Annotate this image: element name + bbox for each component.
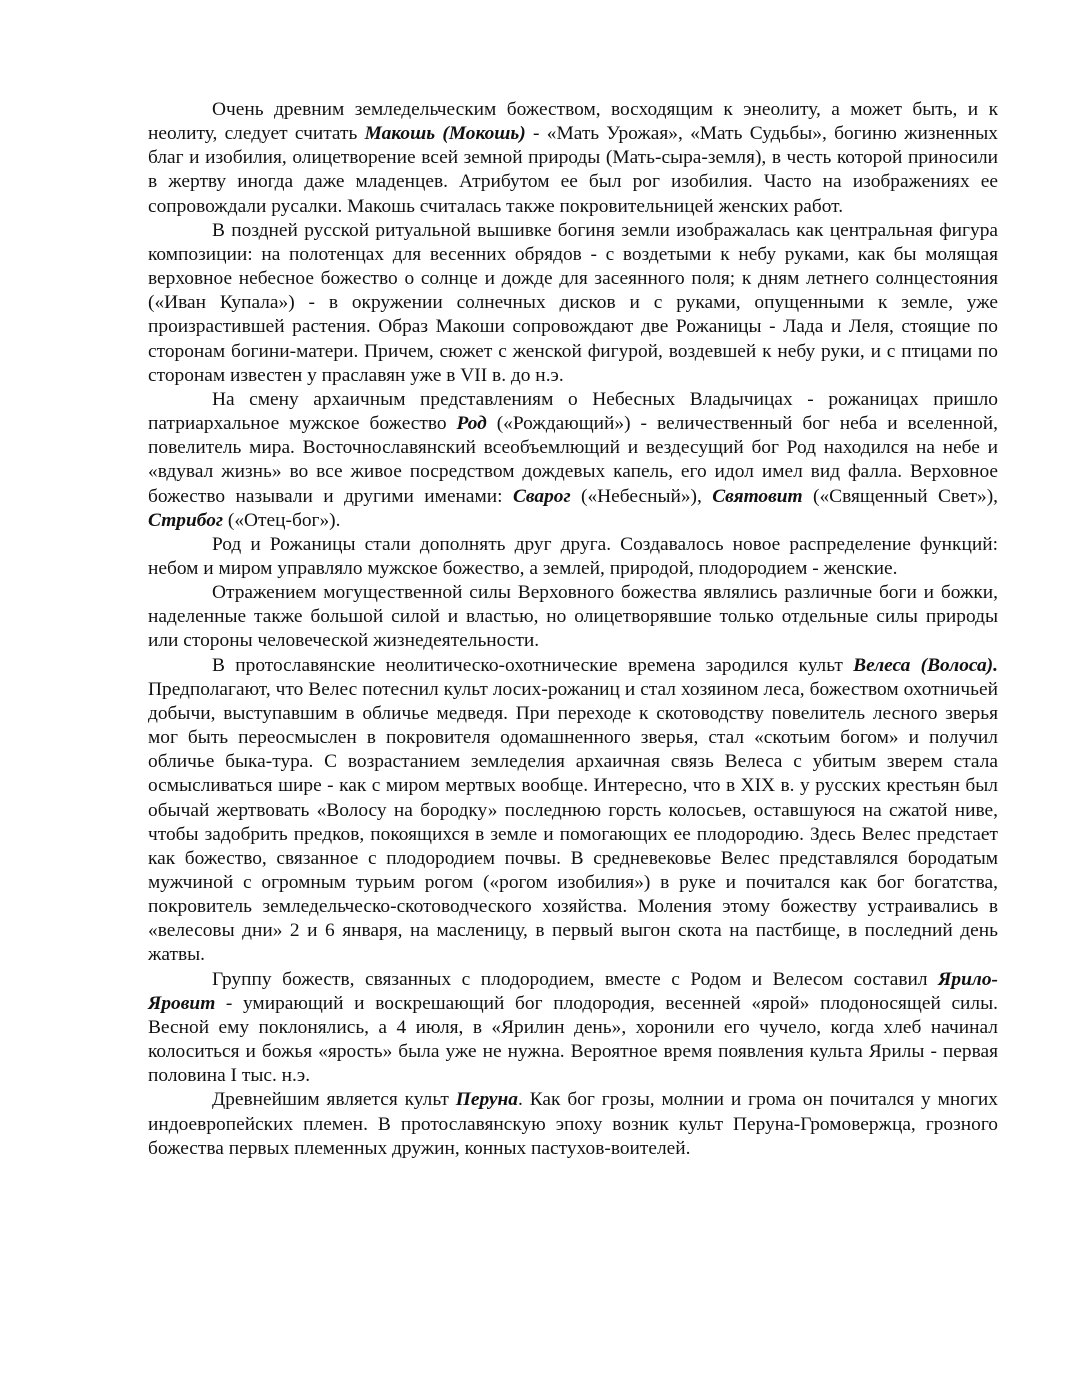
paragraph-embroidery <box>148 219 998 388</box>
text-segment: На смену архаичным представлениям о Небесных Владычицах - рожаницах пришло патриархальное мужское божество <box>148 388 998 435</box>
text-segment: В поздней русской ритуальной вышивке богиня земли изображалась как центральная фигура композиции: на полотенцах для весенних обрядов - с воздетыми к небу руками, как бы молящая верховное небесное божество о солнце и дожде для засеянного поля; к дням летнего солнцестояния («Иван Купала») - в окружении солнечных дисков и с руками, опущенными к земле, уже произрастившей растения. Образ Макоши сопровождают две Рожаницы - Лада и Леля, стоящие по сторонам богини-матери. Причем, сюжет с женской фигурой, воздевшей к небу руки, и с птицами по сторонам известен у праславян уже в VII в. до н.э. <box>148 219 998 386</box>
deity-name-makosh: Макошь (Мокошь) <box>364 123 526 145</box>
paragraph-rod-rozhanitsy <box>148 533 998 581</box>
text-segment: - умирающий и воскрешающий бог плодородия, весенней «ярой» плодоносящей силы. Весной ему поклонялись, а 4 июля, в «Ярилин день», хоронили его чучело, когда хлеб начинал колоситься и божья «ярость» была уже не нужна. Вероятное время появления культа Ярилы - первая половина I тыс. н.э. <box>148 992 998 1087</box>
text-segment: В протославянские неолитическо-охотнические времена зародился культ <box>212 654 854 676</box>
text-segment: («Священный Свет»), <box>802 485 998 507</box>
deity-name-perun: Перуна <box>455 1089 518 1111</box>
deity-name-veles: Велеса (Волоса). <box>853 654 998 676</box>
text-segment: («Небесный»), <box>570 485 713 507</box>
deity-name-rod: Род <box>456 413 487 435</box>
paragraph-rod <box>148 388 998 533</box>
text-segment: («Рождающий») - величественный бог неба и вселенной, повелитель мира. Восточнославянский всеобъемлющий и вездесущий бог Род находился на небе и «вдувал жизнь» во все живое посредством дождевых капель, его идол имел вид фалла. Верховное божество называли и другими именами: <box>148 413 998 507</box>
paragraph-veles <box>148 654 998 968</box>
paragraph-yarilo <box>148 968 998 1089</box>
text-segment: Предполагают, что Велес потеснил культ лосих-рожаниц и стал хозяином леса, божеством охотничьей добычи, выступавшим в обличье медведя. При переходе к скотоводству повелитель лесного зверья мог быть переосмыслен в покровителя одомашненного зверья, стал «скотьим богом» и получил обличье быка-тура. С возрастанием земледелия архаичная связь Велеса с убитым зверем стала осмысливаться шире - как с миром мертвых вообще. Интересно, что в XIX в. у русских крестьян был обычай жертвовать «Волосу на бородку» последнюю горсть колосьев, оставшуюся на сжатой ниве, чтобы задобрить предков, покоящихся в земле и помогающих ее плодородию. Здесь Велес предстает как божество, связанное с плодородием почвы. В средневековье Велес представлялся бородатым мужчиной с огромным турьим рогом («рогом изобилия») в руке и почитался как бог богатства, покровитель земледельческо-скотоводческого хозяйства. Моления этому божеству устраивались в «велесовы дни» 2 и 6 января, на масленицу, в первый выгон скота на пастбище, в последний день жатвы. <box>148 678 998 966</box>
text-segment: Род и Рожаницы стали дополнять друг друга. Создавалось новое распределение функций: небом и миром управляло мужское божество, а землей, природой, плодородием - женские. <box>148 533 998 579</box>
text-segment: («Отец-бог»). <box>223 509 341 531</box>
deity-name-svyatovit: Святовит <box>712 485 803 507</box>
paragraph-supreme-power <box>148 581 998 653</box>
deity-name-yarilo: Ярило-Яровит <box>148 968 998 1014</box>
text-segment: Очень древним земледельческим божеством, восходящим к энеолиту, а может быть, и к неолиту, следует считать <box>148 99 998 145</box>
document-page <box>148 98 998 1161</box>
text-segment: Отражением могущественной силы Верховного божества являлись различные боги и божки, наделенные также большой силой и властью, но олицетворявшие только отдельные силы природы или стороны человеческой жизнедеятельности. <box>148 582 998 652</box>
deity-name-svarog: Сварог <box>512 485 571 507</box>
paragraph-perun <box>148 1088 998 1160</box>
text-segment: Группу божеств, связанных с плодородием, вместе с Родом и Велесом составил <box>212 968 939 990</box>
text-segment: - «Мать Урожая», «Мать Судьбы», богиню жизненных благ и изобилия, олицетворение всей земной природы (Мать-сыра-земля), в честь которой приносили в жертву иногда даже младенцев. Атрибутом ее был рог изобилия. Часто на изображениях ее сопровождали русалки. Макошь считалась также покровительницей женских работ. <box>148 123 999 217</box>
text-segment: . Как бог грозы, молнии и грома он почитался у многих индоевропейских племен. В протославянскую эпоху возник культ Перуна-Громовержца, грозного божества первых племенных дружин, конных пастухов-воителей. <box>148 1089 998 1159</box>
deity-name-stribog: Стрибог <box>148 509 224 531</box>
text-segment: Древнейшим является культ <box>212 1089 456 1111</box>
paragraph-makosh <box>148 98 998 219</box>
